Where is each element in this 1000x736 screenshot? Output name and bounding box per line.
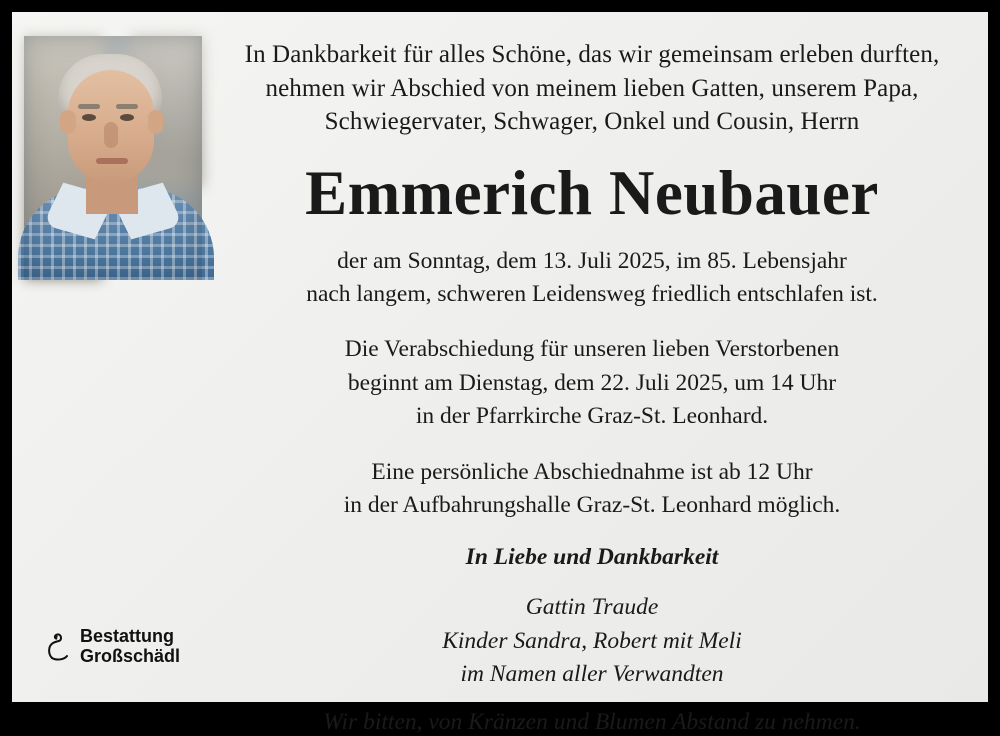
intro-line-3: Schwiegervater, Schwager, Onkel und Cousin, Herrn <box>324 108 860 135</box>
death-line-2: nach langem, schweren Leidensweg friedlich entschlafen ist. <box>306 281 878 308</box>
death-paragraph <box>212 245 972 312</box>
ceremony-paragraph <box>212 333 972 433</box>
portrait-photo <box>24 36 202 280</box>
swan-mark-icon <box>46 632 72 662</box>
photo-vignette <box>24 36 202 280</box>
dedication-line: In Liebe und Dankbarkeit <box>465 544 719 571</box>
deceased-name: Emmerich Neubauer <box>305 157 879 228</box>
closing-request: Wir bitten, von Kränzen und Blumen Abstand zu nehmen. <box>323 709 861 736</box>
viewing-paragraph <box>212 456 972 523</box>
intro-paragraph <box>212 38 972 139</box>
viewing-line-2: in der Aufbahrungshalle Graz-St. Leonhard möglich. <box>343 491 841 518</box>
family-line-1: Gattin Traude <box>525 594 659 621</box>
ceremony-line-1: Die Verabschiedung für unseren lieben Verstorbenen <box>344 336 840 363</box>
death-line-1: der am Sonntag, dem 13. Juli 2025, im 85. Lebensjahr <box>337 247 847 274</box>
viewing-line-1: Eine persönliche Abschiednahme ist ab 12 Uhr <box>371 458 813 485</box>
intro-line-2: nehmen wir Abschied von meinem lieben Gatten, unserem Papa, <box>265 74 919 102</box>
logo-line-2: Großschädl <box>80 645 181 666</box>
family-line-2: Kinder Sandra, Robert mit Meli <box>442 627 742 654</box>
funeral-home-name <box>80 627 180 666</box>
notice-paper <box>12 12 988 736</box>
notice-text <box>212 38 972 736</box>
logo-line-1: Bestattung <box>80 626 174 647</box>
family-line-3: im Namen aller Verwandten <box>460 660 724 687</box>
intro-line-1: In Dankbarkeit für alles Schöne, das wir gemeinsam erleben durften, <box>244 41 940 68</box>
funeral-home-logo <box>46 627 180 666</box>
family-block <box>212 591 972 691</box>
ceremony-line-3: in der Pfarrkirche Graz-St. Leonhard. <box>415 403 769 430</box>
ceremony-line-2: beginnt am Dienstag, dem 22. Juli 2025, um 14 Uhr <box>347 369 837 396</box>
